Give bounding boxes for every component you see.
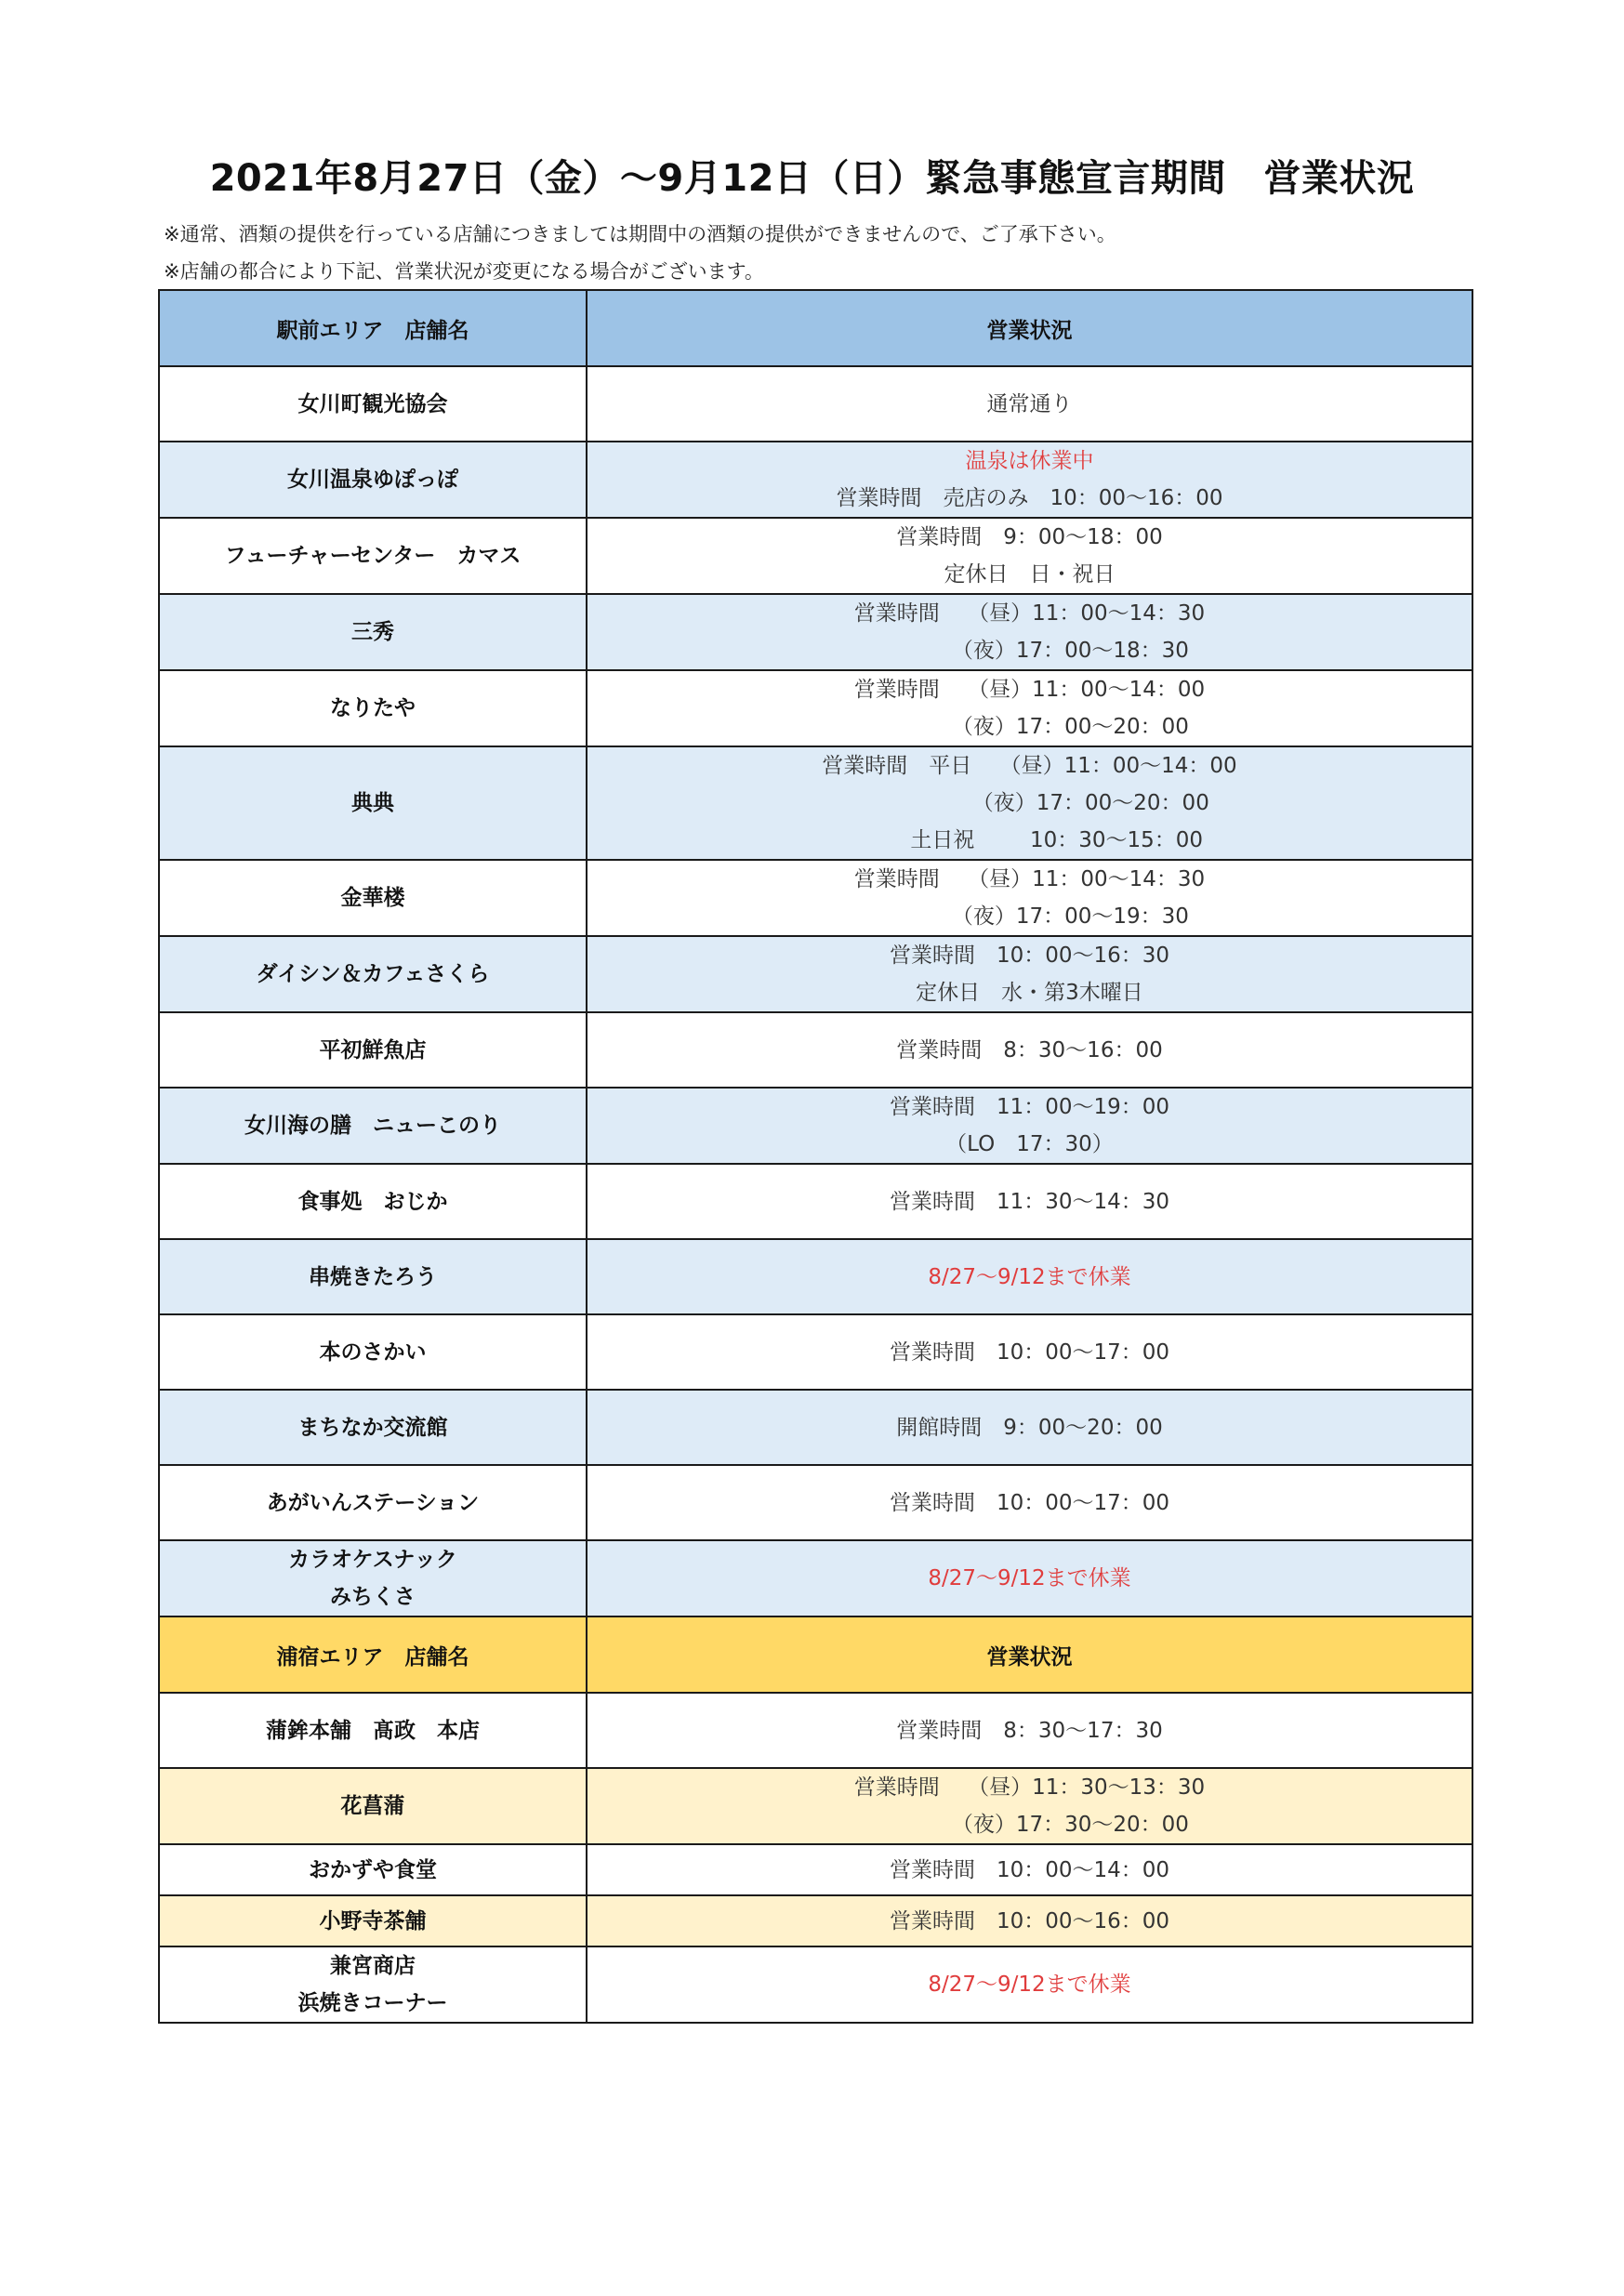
table-row [159,1895,1472,1946]
store-name: 本のさかい [159,1314,587,1390]
store-name: カラオケスナック みちくさ [159,1540,587,1616]
store-name: あがいんステーション [159,1465,587,1540]
store-status: 営業時間 （昼）11：30～13：30 （夜）17：30～20：00 [587,1768,1472,1844]
table-row [159,1693,1472,1768]
store-status: 営業時間 （昼）11：00～14：00 （夜）17：00～20：00 [587,670,1472,746]
store-status [587,1946,1472,2023]
store-status [587,1239,1472,1314]
store-status: 温泉は休業中 営業時間 売店のみ 10：00～16：00 [587,442,1472,518]
store-name: 三秀 [159,594,587,670]
store-name: 女川温泉ゆぽっぽ [159,442,587,518]
table-row [159,518,1472,594]
table-row [159,746,1472,860]
store-status: 営業時間 10：00～16：00 [587,1895,1472,1946]
business-status-table [158,289,1473,2024]
store-status: 営業時間 10：00～16：30 定休日 水・第3木曜日 [587,936,1472,1012]
table-row [159,442,1472,518]
store-name: 花菖蒲 [159,1768,587,1844]
store-name: ダイシン＆カフェさくら [159,936,587,1012]
store-name: 金華楼 [159,860,587,936]
urashuku-name-header: 浦宿エリア 店舗名 [159,1616,587,1693]
store-status: 通常通り [587,366,1472,442]
table-row [159,670,1472,746]
table-row [159,1314,1472,1390]
store-status: 開館時間 9：00～20：00 [587,1390,1472,1465]
ekimae-status-header: 営業状況 [587,290,1472,366]
store-name: フューチャーセンター カマス [159,518,587,594]
table-row [159,1012,1472,1088]
urashuku-header-row [159,1616,1472,1693]
store-name: 兼宮商店 浜焼きコーナー [159,1946,587,2023]
table-row [159,366,1472,442]
table-row [159,1088,1472,1164]
store-status: 営業時間 10：00～17：00 [587,1465,1472,1540]
store-name: 女川町観光協会 [159,366,587,442]
store-status: 営業時間 平日 （昼）11：00～14：00 （夜）17：00～20：00 土日祝 10：30～15：00 [587,746,1472,860]
store-name: 典典 [159,746,587,860]
change-notice: ※店舗の都合により下記、営業状況が変更になる場合がございます。 [164,260,764,283]
ekimae-name-header: 駅前エリア 店舗名 [159,290,587,366]
store-status: 営業時間 （昼）11：00～14：30 （夜）17：00～19：30 [587,860,1472,936]
store-name: 小野寺茶舗 [159,1895,587,1946]
alcohol-notice: ※通常、酒類の提供を行っている店舗につきましては期間中の酒類の提供ができませんので、ご了承下さい。 [164,223,1116,245]
store-status: 営業時間 9：00～18：00 定休日 日・祝日 [587,518,1472,594]
table-row [159,1844,1472,1895]
store-name: 女川海の膳 ニューこのり [159,1088,587,1164]
store-status [587,1540,1472,1616]
table-row [159,1390,1472,1465]
store-name: 平初鮮魚店 [159,1012,587,1088]
page-title: 2021年8月27日（金）～9月12日（日）緊急事態宣言期間 営業状況 [209,157,1415,200]
table-row [159,936,1472,1012]
table-row [159,860,1472,936]
store-status: 営業時間 8：30～16：00 [587,1012,1472,1088]
store-status: 営業時間 10：00～17：00 [587,1314,1472,1390]
closed-note: 8/27～9/12まで休業 [928,1264,1131,1289]
store-status: 営業時間 11：30～14：30 [587,1164,1472,1239]
urashuku-status-header: 営業状況 [587,1616,1472,1693]
table-row [159,1239,1472,1314]
store-name: おかずや食堂 [159,1844,587,1895]
table-row [159,1164,1472,1239]
store-name: まちなか交流館 [159,1390,587,1465]
table-row [159,1768,1472,1844]
table-row [159,1946,1472,2023]
store-status: 営業時間 11：00～19：00 （LO 17：30） [587,1088,1472,1164]
store-name: なりたや [159,670,587,746]
closed-note: 8/27～9/12まで休業 [928,1973,1131,1997]
ekimae-header-row [159,290,1472,366]
closed-note: 温泉は休業中 [965,449,1094,473]
closed-note: 8/27～9/12まで休業 [928,1566,1131,1590]
store-status: 営業時間 10：00～14：00 [587,1844,1472,1895]
store-status: 営業時間 （昼）11：00～14：30 （夜）17：00～18：30 [587,594,1472,670]
store-name: 食事処 おじか [159,1164,587,1239]
table-row [159,1465,1472,1540]
store-name: 串焼きたろう [159,1239,587,1314]
store-status: 営業時間 8：30～17：30 [587,1693,1472,1768]
table-row [159,594,1472,670]
table-row [159,1540,1472,1616]
store-name: 蒲鉾本舗 髙政 本店 [159,1693,587,1768]
